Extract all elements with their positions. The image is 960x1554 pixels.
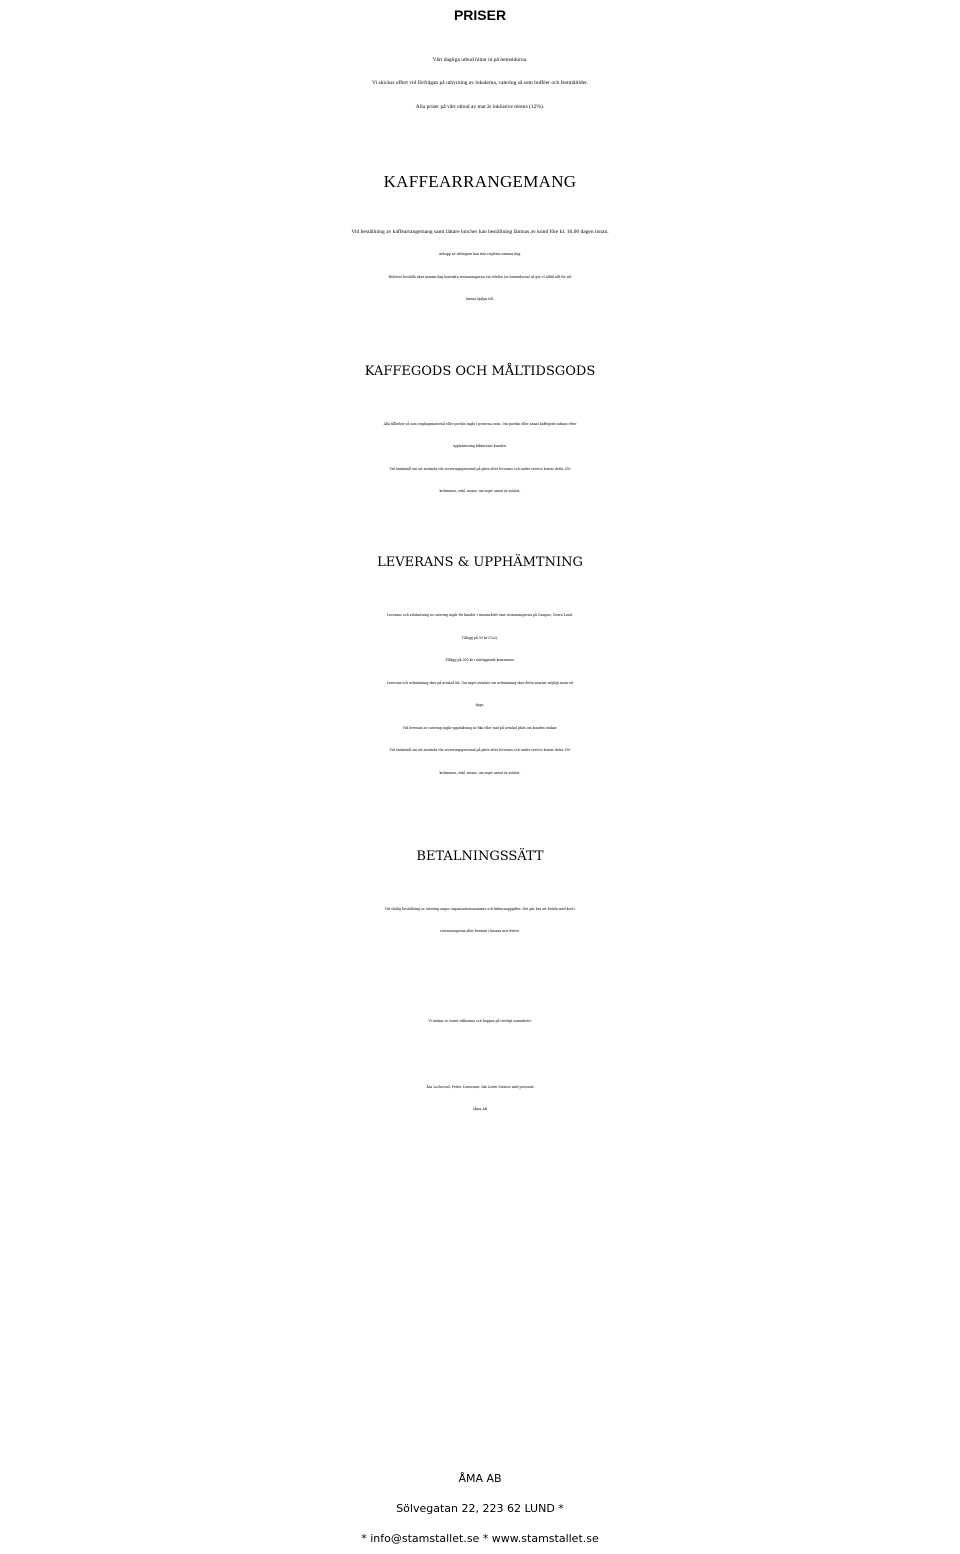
footer-address: Sölvegatan 22, 223 62 LUND * [396,1502,564,1515]
leverans-line-4: Leverans och avhämtning sker på avtalad tid. Om inget avtalats om avhämtning sker detta snarast möjligt inom ett [386,681,574,685]
kaffearrangemang-heading: KAFFEARRANGEMANG [383,172,577,191]
kaffegods-line-3: Vid önskemål om att använda vår serveringspersonal på plats efter leverans och under service kostar detta 250 [389,467,571,471]
signature-names: Åsa Lockwood, Petter Lorensson, Ida Lovén Strauss med personal [426,1085,534,1089]
leverans-line-8: kr/timmen, exkl. moms, om inget annat är avtalat. [439,771,521,775]
leverans-heading: LEVERANS & UPPHÄMTNING [377,555,583,570]
leverans-line-7: Vid önskemål om att använda vår serveringspersonal på plats efter leverans och under service kostar detta 250 [389,748,571,752]
footer-contact: * info@stamstallet.se * www.stamstallet.se [361,1532,599,1545]
footer-company: ÅMA AB [458,1472,502,1485]
signature-company: /Åma AB [473,1107,487,1111]
betalning-heading: BETALNINGSSÄTT [416,849,544,864]
kaffearrangemang-line-4: kunna hjälpa till. [466,297,494,301]
closing-greeting: Vi önskar er varmt välkomna och hoppas på trevligt samarbete! [428,1019,532,1023]
kaffearrangemang-line-1: Vid beställning av kaffearrangemang samt lättare luncher kan beställning lämnas av kund före kl. 16.00 dagen innan. [351,229,609,235]
betalning-line-2: restaurangerna eller kontant i kassan mot kvitto. [440,929,520,933]
betalning-line-1: Vid slutlig beställning av catering anges organisationsnummer och fakturauppgifter. Det går bra att betala med kort i [384,907,576,911]
leverans-line-5: dygn. [475,703,485,707]
intro-line-3: Alla priser på vårt utbud av mat är inklusive moms (12%). [415,104,545,110]
leverans-line-2: Tillägg på 50 kr (Co2). [461,636,499,640]
leverans-line-1: Leverans och avhämtning av catering ingår för kunder i närområdet runt restaurangerna på Campus, Norra Lund. [387,613,573,617]
kaffegods-heading: KAFFEGODS OCH MÅLTIDSGODS [364,364,596,379]
leverans-line-3: Tillägg på 300 kr i närliggande kommuner. [445,658,515,662]
kaffearrangemang-line-2: Avhopp av deltagare kan inte regleras samma dag. [438,252,522,256]
page-title: PRISER [453,7,507,23]
kaffegods-line-1: Alla tillbehör så som engångsmaterial eller porslin ingår i priserna ovan. Om porslin eller annat kaffegods saknas efter [383,422,577,426]
kaffegods-line-2: upphämtning faktureras kunden. [453,444,507,448]
intro-line-1: Vårt dagliga utbud hittar ni på hemsidorna. [432,57,528,63]
intro-line-2: Vi skickar offert vid förfrågan på uthyrning av lokalerna, catering så som bufféer och festmåltider. [371,80,589,86]
kaffegods-line-4: kr/timmen, exkl. moms, om inget annat är avtalat. [439,489,521,493]
leverans-line-6: Vid leverans av catering ingår uppdukning av fika eller mat på avtalad plats om kunden önskar. [402,726,558,730]
kaffearrangemang-line-3: Behöver beställa akut samma dag kontakta restaurangerna via telefon (se hemsidorna) så gör vi alltid allt för att [388,275,572,279]
